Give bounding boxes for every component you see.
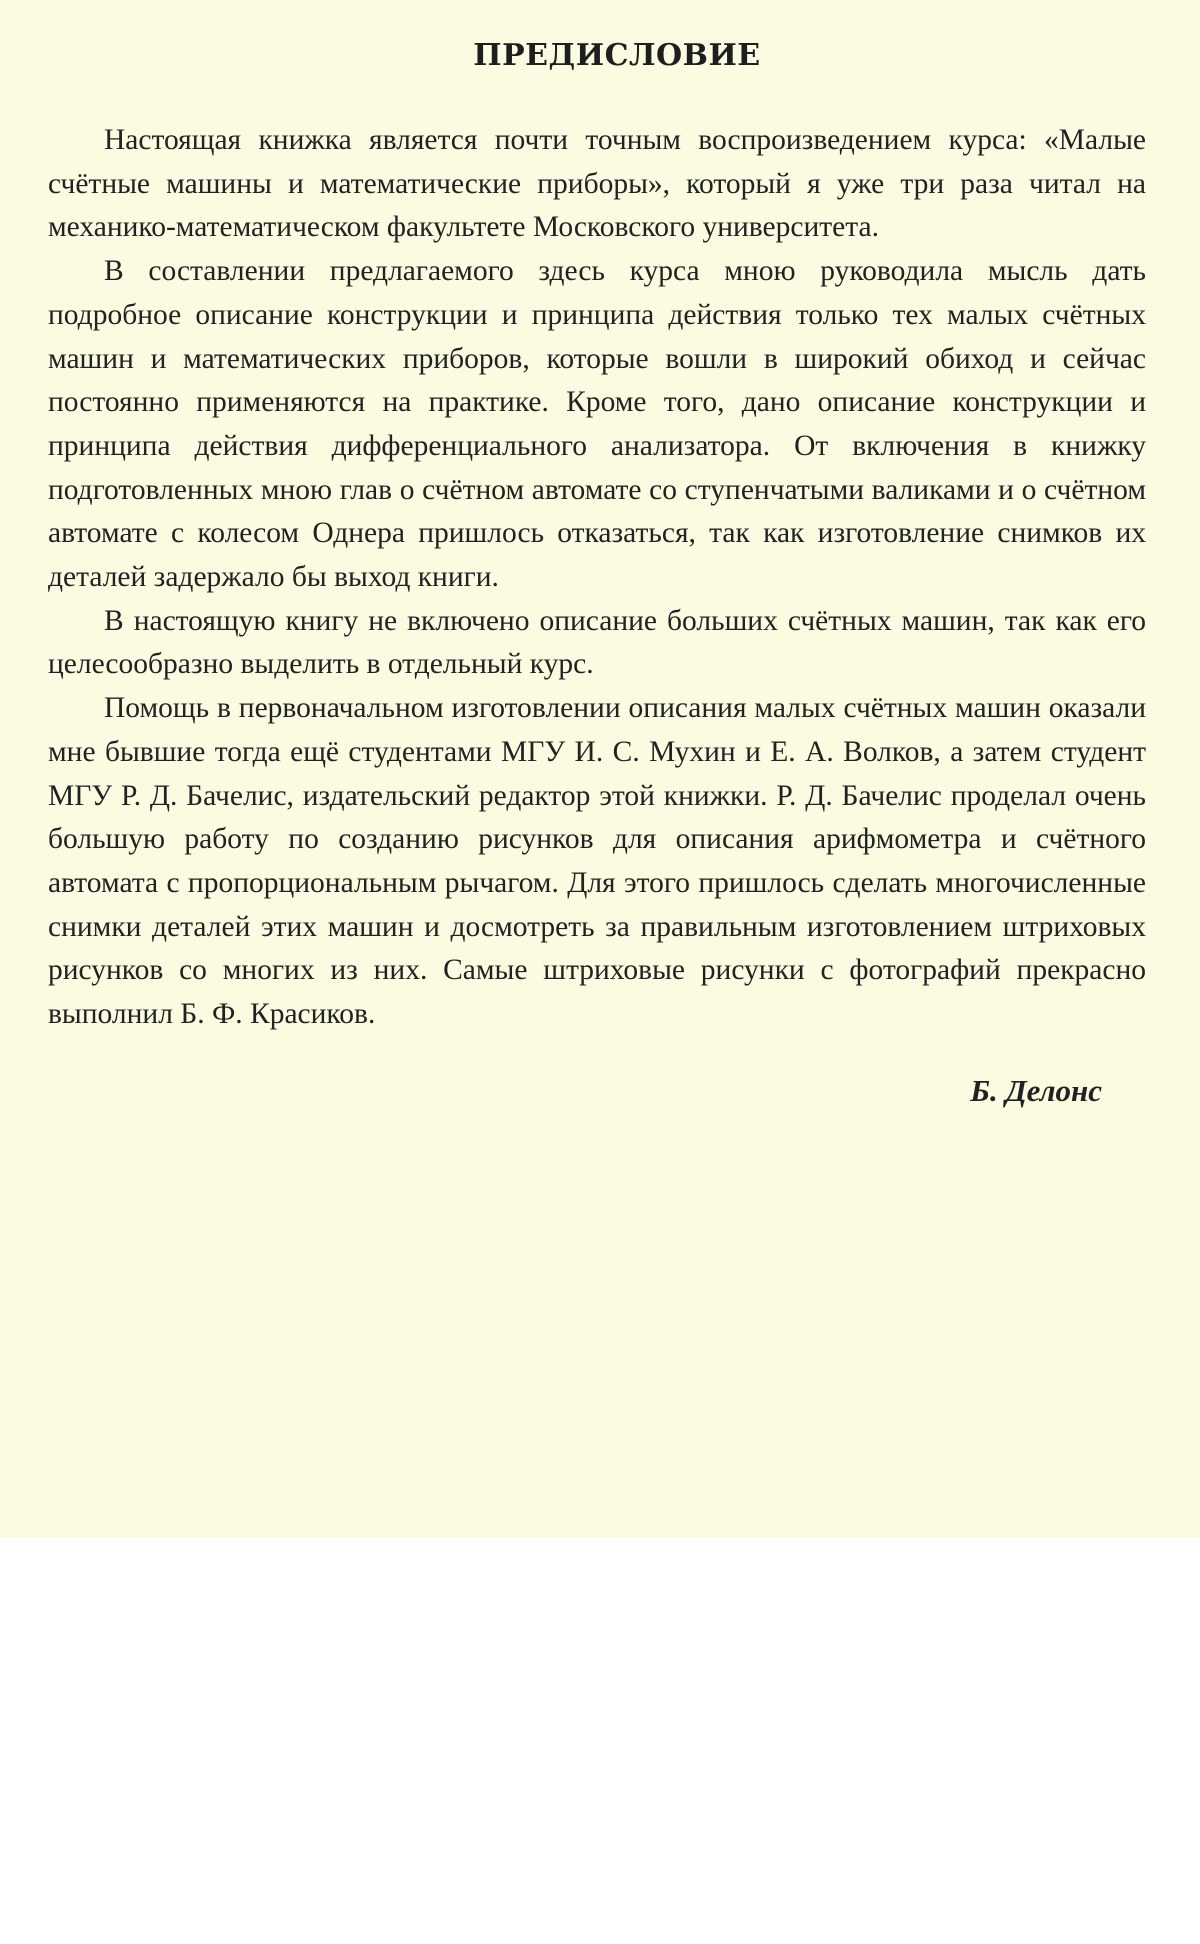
paragraph-4: Помощь в первоначальном изготовлении описания малых счётных машин оказали мне бывшие тогда ещё студентами МГУ И. С. Мухин и Е. А. Волков, а затем студент МГУ Р. Д. Бачелис, издательский редактор этой книжки. Р. Д. Бачелис проделал очень большую работу по созданию рисунков для описания арифмометра и счётного автомата с пропорциональным рычагом. Для этого пришлось сделать многочисленные снимки деталей этих машин и досмотреть за правильным изготовлением штриховых рисунков со многих из них. Самые штриховые рисунки с фотографий прекрасно выполнил Б. Ф. Красиков. <box>48 692 1146 1031</box>
page-content <box>48 38 1146 1109</box>
paragraph-3: В настоящую книгу не включено описание больших счётных машин, так как его целесообразно выделить в отдельный курс. <box>48 604 1146 681</box>
author-signature: Б. Делонс <box>970 1072 1102 1108</box>
paragraph-1: Настоящая книжка является почти точным воспроизведением курса: «Малые счётные машины и математические приборы», который я уже три раза читал на механико-математическом факультете Московского университета. <box>48 124 1146 244</box>
page-title: ПРЕДИСЛОВИЕ <box>473 38 761 73</box>
paragraph-2: В составлении предлагаемого здесь курса мною руководила мысль дать подробное описание конструкции и принципа действия только тех малых счётных машин и математических приборов, которые вошли в широкий обиход и сейчас постоянно применяются на практике. Кроме того, дано описание конструкции и принципа действия дифференциального анализатора. От включения в книжку подготовленных мною глав о счётном автомате со ступенчатыми валиками и о счётном автомате с колесом Однера пришлось отказаться, так как изготовление снимков их деталей задержало бы выход книги. <box>48 255 1146 594</box>
